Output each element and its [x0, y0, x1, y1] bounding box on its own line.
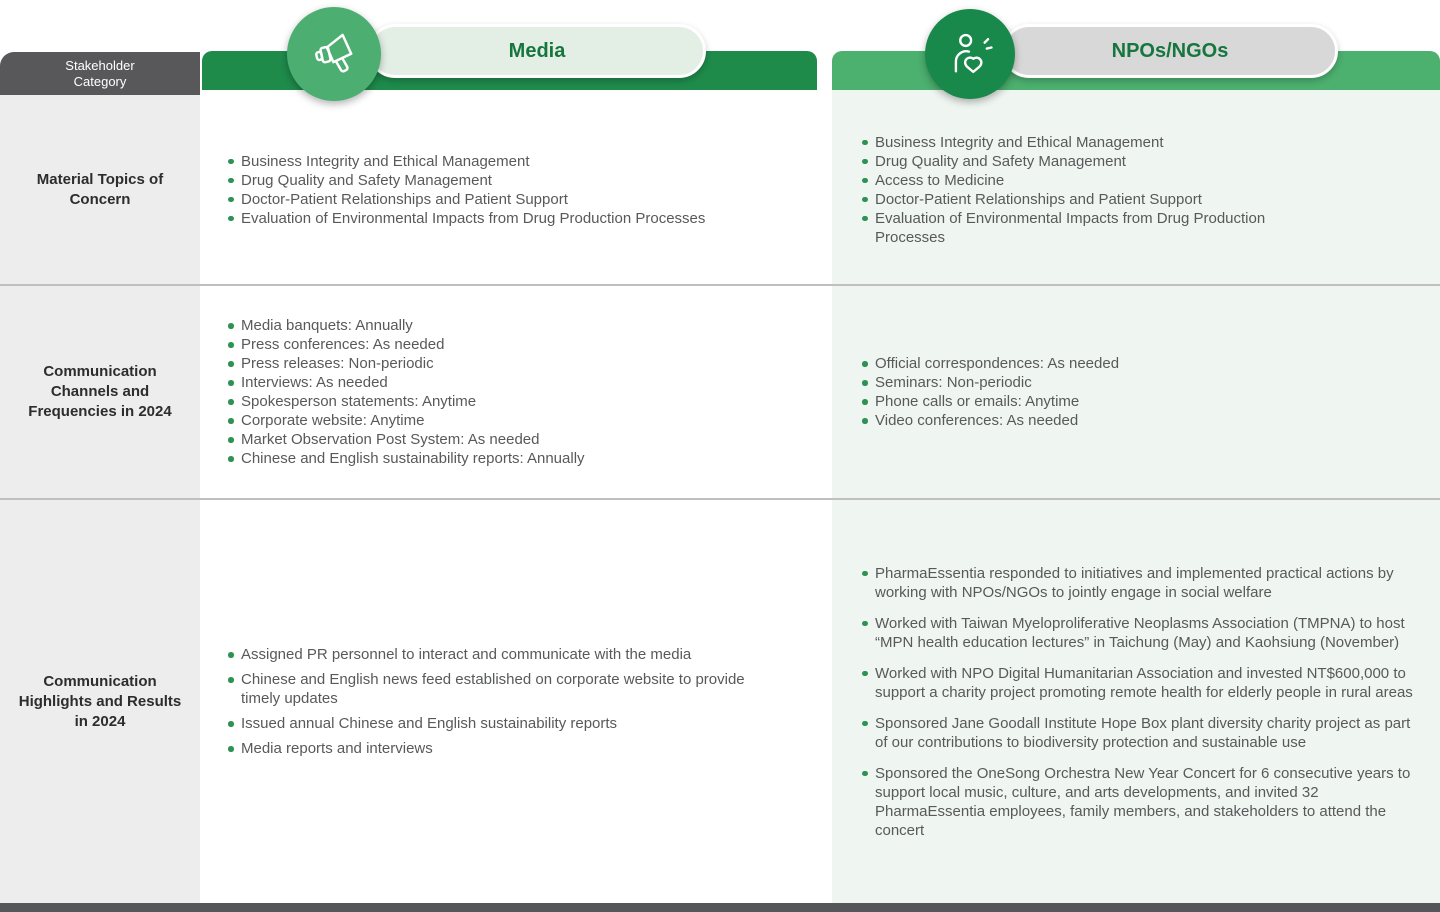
list-item: Press releases: Non-periodic — [228, 354, 585, 373]
npos-highlights-cell — [832, 500, 1440, 903]
list-item: Seminars: Non-periodic — [862, 373, 1119, 392]
list-item: Evaluation of Environmental Impacts from Drug Production Processes — [228, 209, 705, 228]
list-item: Video conferences: As needed — [862, 411, 1119, 430]
list-item: Sponsored the OneSong Orchestra New Year Concert for 6 consecutive years to support local music, culture, and arts developments, and invited 32 PharmaEssentia employees, family members, and stakeholders to attend the concert — [862, 764, 1418, 840]
list-item: Spokesperson statements: Anytime — [228, 392, 585, 411]
megaphone-icon — [307, 27, 361, 81]
npos-column-label: NPOs/NGOs — [1111, 39, 1229, 62]
media-column-label: Media — [508, 39, 566, 62]
npos-channels-cell — [832, 286, 1440, 498]
row-divider-1 — [0, 284, 1440, 286]
list-item: Drug Quality and Safety Management — [862, 152, 1307, 171]
media-material-topics-cell — [200, 95, 817, 284]
list-item: Worked with NPO Digital Humanitarian Association and invested NT$600,000 to support a charity project promoting remote health for elderly people in rural areas — [862, 664, 1418, 702]
list-item: Assigned PR personnel to interact and communicate with the media — [228, 645, 787, 664]
list-item: Phone calls or emails: Anytime — [862, 392, 1119, 411]
media-channels-cell — [200, 286, 817, 498]
media-badge — [287, 7, 381, 101]
list-item: Sponsored Jane Goodall Institute Hope Box plant diversity charity project as part of our contributions to biodiversity protection and sustainable use — [862, 714, 1418, 752]
stakeholder-category-line1: Stakeholder — [65, 57, 135, 73]
media-column-header — [368, 24, 706, 78]
list-item: Interviews: As needed — [228, 373, 585, 392]
person-heart-icon — [944, 28, 996, 80]
list-item: PharmaEssentia responded to initiatives and implemented practical actions by working with NPOs/NGOs to jointly engage in social welfare — [862, 564, 1418, 602]
table-bottom-rule — [0, 903, 1440, 912]
npos-channels-list — [862, 354, 1119, 430]
row-label-communication-highlights: Communication Highlights and Results in 2024 — [18, 672, 182, 730]
media-highlights-cell — [200, 500, 817, 903]
stakeholder-category-header — [0, 52, 200, 95]
row-label-communication-channels: Communication Channels and Frequencies in 2024 — [28, 363, 172, 420]
list-item: Doctor-Patient Relationships and Patient Support — [862, 190, 1307, 209]
list-item: Business Integrity and Ethical Management — [228, 152, 705, 171]
list-item: Drug Quality and Safety Management — [228, 171, 705, 190]
media-material-topics-list — [228, 152, 705, 228]
list-item: Doctor-Patient Relationships and Patient Support — [228, 190, 705, 209]
list-item: Official correspondences: As needed — [862, 354, 1119, 373]
list-item: Media banquets: Annually — [228, 316, 585, 335]
list-item: Access to Medicine — [862, 171, 1307, 190]
list-item: Issued annual Chinese and English sustainability reports — [228, 714, 787, 733]
list-item: Media reports and interviews — [228, 739, 787, 758]
npos-highlights-list — [862, 564, 1418, 840]
npos-column-header — [1002, 24, 1338, 78]
stakeholder-category-line2: Category — [73, 73, 127, 89]
row-label-material-topics: Material Topics of Concern — [36, 170, 164, 208]
list-item: Business Integrity and Ethical Management — [862, 133, 1307, 152]
list-item: Chinese and English sustainability reports: Annually — [228, 449, 585, 468]
list-item: Chinese and English news feed established on corporate website to provide timely updates — [228, 670, 787, 708]
row-divider-2 — [0, 498, 1440, 500]
list-item: Evaluation of Environmental Impacts from Drug Production Processes — [862, 209, 1307, 247]
npos-badge — [925, 9, 1015, 99]
media-channels-list — [228, 316, 585, 468]
list-item: Press conferences: As needed — [228, 335, 585, 354]
npos-material-topics-cell — [832, 95, 1440, 284]
list-item: Worked with Taiwan Myeloproliferative Neoplasms Association (TMPNA) to host “MPN health education lectures” in Taichung (May) and Kaohsiung (November) — [862, 614, 1418, 652]
media-highlights-list — [228, 645, 787, 758]
list-item: Corporate website: Anytime — [228, 411, 585, 430]
list-item: Market Observation Post System: As needed — [228, 430, 585, 449]
npos-material-topics-list — [862, 133, 1307, 247]
